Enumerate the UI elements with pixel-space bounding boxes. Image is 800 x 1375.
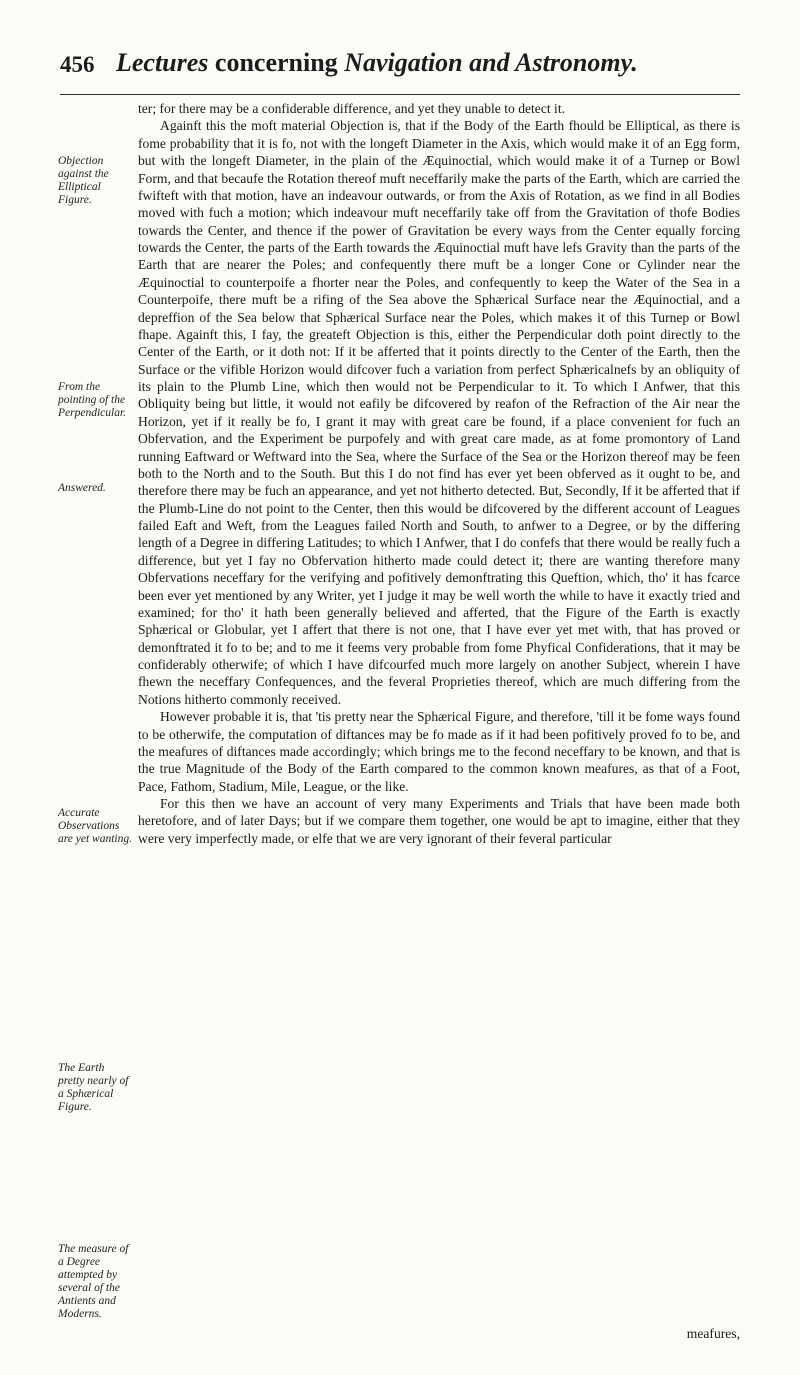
paragraph: However probable it is, that 'tis pretty near the Sphærical Figure, and therefore, 'till it be fome ways found to be otherwife, the computation of diftances may be fo made as if it had been pofitively proved fo to be, and the meafures of diftances made accordingly; which brings me to the fecond neceffary to be known, and that is the true Magnitude of the Body of the Earth compared to the common known meafures, as that of a Foot, Pace, Fathom, Stadium, Mile, League, or the like. [138, 709, 740, 794]
page-header [60, 50, 740, 95]
margin-note: Accurate Observations are yet wanting. [58, 807, 132, 845]
margin-note: The Earth pretty nearly of a Sphærical Figure. [58, 1062, 129, 1113]
running-head [116, 48, 638, 78]
margin-note: The measure of a Degree attempted by several of the Antients and Moderns. [58, 1243, 129, 1320]
margin-note: From the pointing of the Perpendicular. [58, 381, 127, 419]
catchword: meafures, [686, 1326, 740, 1341]
paragraph: ter; for there may be a confiderable difference, and yet they unable to detect it. [138, 101, 565, 116]
running-head-part3: Navigation and Astronomy. [344, 48, 638, 77]
margin-note: Answered. [58, 482, 106, 494]
paragraph: For this then we have an account of very many Experiments and Trials that have been made both heretofore, and of later Days; but if we compare them together, one would be apt to imagine, either that they were very imperfectly made, or elfe that we are very ignorant of their feveral particular [138, 796, 740, 846]
running-head-part2: concerning [214, 48, 338, 77]
paragraph: Againft this the moft material Objection is, that if the Body of the Earth fhould be Elliptical, as there is fome probability that it is fo, not with the longeft Diameter in the Axis, which would make it of an Egg form, but with the longeft Diameter, in the plain of the Æquinoctial, which would make it of a Turnep or Bowl Form, and that becaufe the Rotation thereof muft neceffarily make the parts of the Earth, which are carried the fwifteft with that motion, have an indeavour outwards, or from the Axis of Rotation, as we find in all Bodies moved with fuch a motion; which indeavour muft neceffarily take off from the Gravitation of thofe Bodies towards the Center, and thence if the power of Gravitation be every ways from the Center equally forcing towards the Center, the parts of the Earth towards the Æquinoctial muft have lefs Gravity than the parts of the Earth that are nearer the Poles; and confequently there muft be a longer Cone or Cylinder near the Æquinoctial to counterpoife a fhorter near the Poles, and confequently to keep the Water of the Sea in a Counterpoife, there muft be a rifing of the Sea above the Sphærical Surface near the Æquinoctial, and a depreffion of the Sea below that Sphærical Surface near the Poles, which makes it of this Turnep or Bowl fhape. Againft this, I fay, the greateft Objection is this, either the Perpendicular doth point directly to the Center of the Earth, or it doth not: If it be afferted that it points directly to the Center of the Earth, then the Surface or the vifible Horizon would difcover fuch a variation from perfect Sphæricalnefs by an obliquity of its plain to the Plumb Line, which then would not be Perpendicular to it. To which I Anfwer, that this Obliquity being but little, it would not eafily be difcovered by reafon of the Refraction of the Air near the Horizon, yet if it really be fo, I grant it may with great care be found, if a place convenient for fuch an Obfervation, and the Experiment be purpofely and with great care made, as at fome promontory of Land running Eaftward or Weftward into the Sea, where the Surface of the Sea or the Horizon thereof may be feen both to the North and to the South. But this I do not find has ever yet been obferved as it ought to be, and therefore there may be fuch an appearance, and yet not hitherto detected. But, Secondly, If it be afferted that if the Plumb-Line do not point to the Center, then this would be difcovered by the different account of Leagues failed Eaft and Weft, from the Leagues failed North and South, to anfwer to a Degree, or by the differing length of a Degree in differing Latitudes; to which I Anfwer, that I do confefs that there would be really fuch a difference, but yet I fay no Obfervation hitherto made could detect it; there are wanting therefore many Obfervations neceffary for the verifying and pofitively demonftrating this Queftion, which, tho' it has fcarce been ever yet mentioned by any Writer, yet I judge it may be well worth the while to have it exactly tried and examined; for tho' it hath been generally believed and afferted, that the Figure of the Earth is exactly Sphærical or Globular, yet I affert that there is not one, that I have ever yet met with, that has proved or demonftrated it fo to be; and to me it feems very probable from fome Phyfical Confiderations, that it may be confiderably otherwife; of which I have difcourfed much more largely on another Subject, wherein I have fhewn the neceffary Confequences, and the feveral Proprieties thereof, which are much differing from the Notions hitherto commonly received. [138, 118, 740, 707]
page-number: 456 [60, 52, 95, 77]
running-head-part1: Lectures [116, 48, 209, 77]
margin-note: Objection against the Elliptical Figure. [58, 155, 109, 206]
body-text [138, 100, 740, 847]
